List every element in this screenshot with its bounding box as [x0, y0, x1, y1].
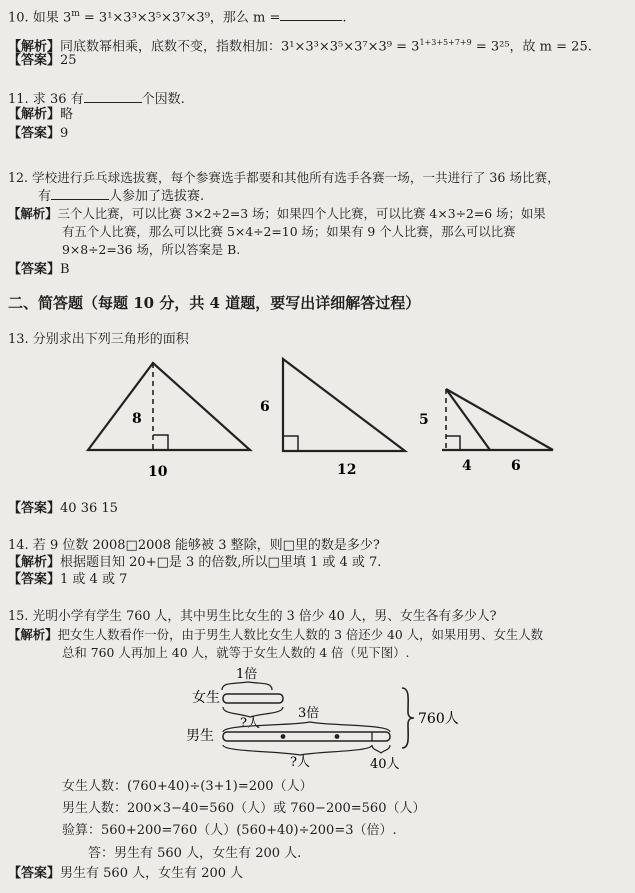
tri3-base-right-label: 6	[511, 458, 521, 474]
label-3bei: 3倍	[298, 706, 320, 721]
q15-analysis-line1: 【解析】把女生人数看作一份，由于男生人数比女生人数的 3 倍还少 40 人，如果用男、女生人数	[8, 627, 544, 642]
triangle-2	[260, 359, 405, 478]
q11-answer: 【答案】9	[8, 126, 69, 141]
q11-analysis: 【解析】略	[8, 107, 74, 122]
q12-analysis-line1: 【解析】三个人比赛，可以比赛 3×2÷2=3 场；如果四个人比赛，可以比赛 4×3÷2=6 场；如果	[8, 206, 546, 221]
label-40: 40人	[370, 757, 400, 772]
section-2-title: 二、简答题（每题 10 分，共 4 道题，要写出详细解答过程）	[8, 294, 421, 312]
q15-calc-girls: 女生人数：(760+40)÷(3+1)=200（人）	[62, 779, 313, 794]
q10-stem: 10. 如果 $3^m = 3^1\times 3^3\times 3^5\times 3^7\times 3^9$，那么 m = .	[8, 9, 347, 26]
q11-stem: 11. 求 36 有 个因数.	[8, 92, 185, 107]
label-girls: 女生	[192, 690, 220, 706]
label-q2: ?人	[290, 755, 310, 770]
tri2-height-label: 6	[260, 399, 270, 415]
q15-stem: 15. 光明小学有学生 760 人，其中男生比女生的 3 倍少 40 人，男、女生各有多少人?	[8, 609, 497, 624]
q12-stem-line1: 12. 学校进行乒乓球选拔赛，每个参赛选手都要和其他所有选手各赛一场，一共进行了 36 场比赛，	[8, 170, 560, 185]
q15-line-diagram	[0, 660, 635, 780]
q14-answer: 【答案】1 或 4 或 7	[8, 572, 128, 587]
q13-stem: 13. 分别求出下列三角形的面积	[8, 332, 189, 347]
q13-triangles-figure	[0, 345, 635, 485]
boys-bar	[223, 732, 390, 741]
q13-answer: 【答案】40 36 15	[8, 501, 118, 516]
q15-calc-boys: 男生人数：200×3−40=560（人）或 760−200=560（人）	[62, 801, 426, 816]
q12-answer: 【答案】B	[8, 262, 70, 277]
label-1bei: 1倍	[236, 667, 258, 682]
q15-reply: 答：男生有 560 人，女生有 200 人.	[88, 846, 302, 861]
girls-bar	[223, 694, 283, 703]
label-760: 760人	[418, 711, 459, 727]
triangle-1	[88, 363, 250, 480]
q12-analysis-line3: 9×8÷2=36 场，所以答案是 B.	[62, 242, 241, 257]
label-boys: 男生	[186, 728, 214, 744]
q15-answer: 【答案】男生有 560 人，女生有 200 人	[8, 866, 244, 881]
tri2-base-label: 12	[337, 462, 357, 478]
triangle-3	[419, 389, 553, 474]
tri3-base-left-label: 4	[462, 458, 472, 474]
q14-stem: 14. 若 9 位数 2008□2008 能够被 3 整除，则□里的数是多少?	[8, 538, 380, 553]
q12-stem-line2: 有 人参加了选拔赛.	[38, 189, 205, 204]
tri3-height-label: 5	[419, 412, 429, 428]
label-q1: ?人	[240, 716, 260, 731]
q15-analysis-line2: 总和 760 人再加上 40 人，就等于女生人数的 4 倍（见下图）.	[62, 645, 410, 660]
q10-analysis: 【解析】同底数幂相乘，底数不变，指数相加：$3^1\times 3^3\times 3^5\times 3^7\times 3^9 = 3^{1+3+5+7+9} = 3^{25}$，故 m = 25.	[8, 38, 592, 55]
q14-analysis: 【解析】根据题目知 20+□是 3 的倍数,所以□里填 1 或 4 或 7.	[8, 555, 382, 570]
q15-check: 验算：560+200=760（人）(560+40)÷200=3（倍）.	[62, 823, 397, 838]
tri1-height-label: 8	[132, 411, 142, 427]
q12-analysis-line2: 有五个人比赛，那么可以比赛 5×4÷2=10 场；如果有 9 个人比赛，那么可以比赛	[62, 224, 516, 239]
q10-answer: 【答案】25	[8, 53, 77, 68]
tri1-base-label: 10	[148, 464, 168, 480]
